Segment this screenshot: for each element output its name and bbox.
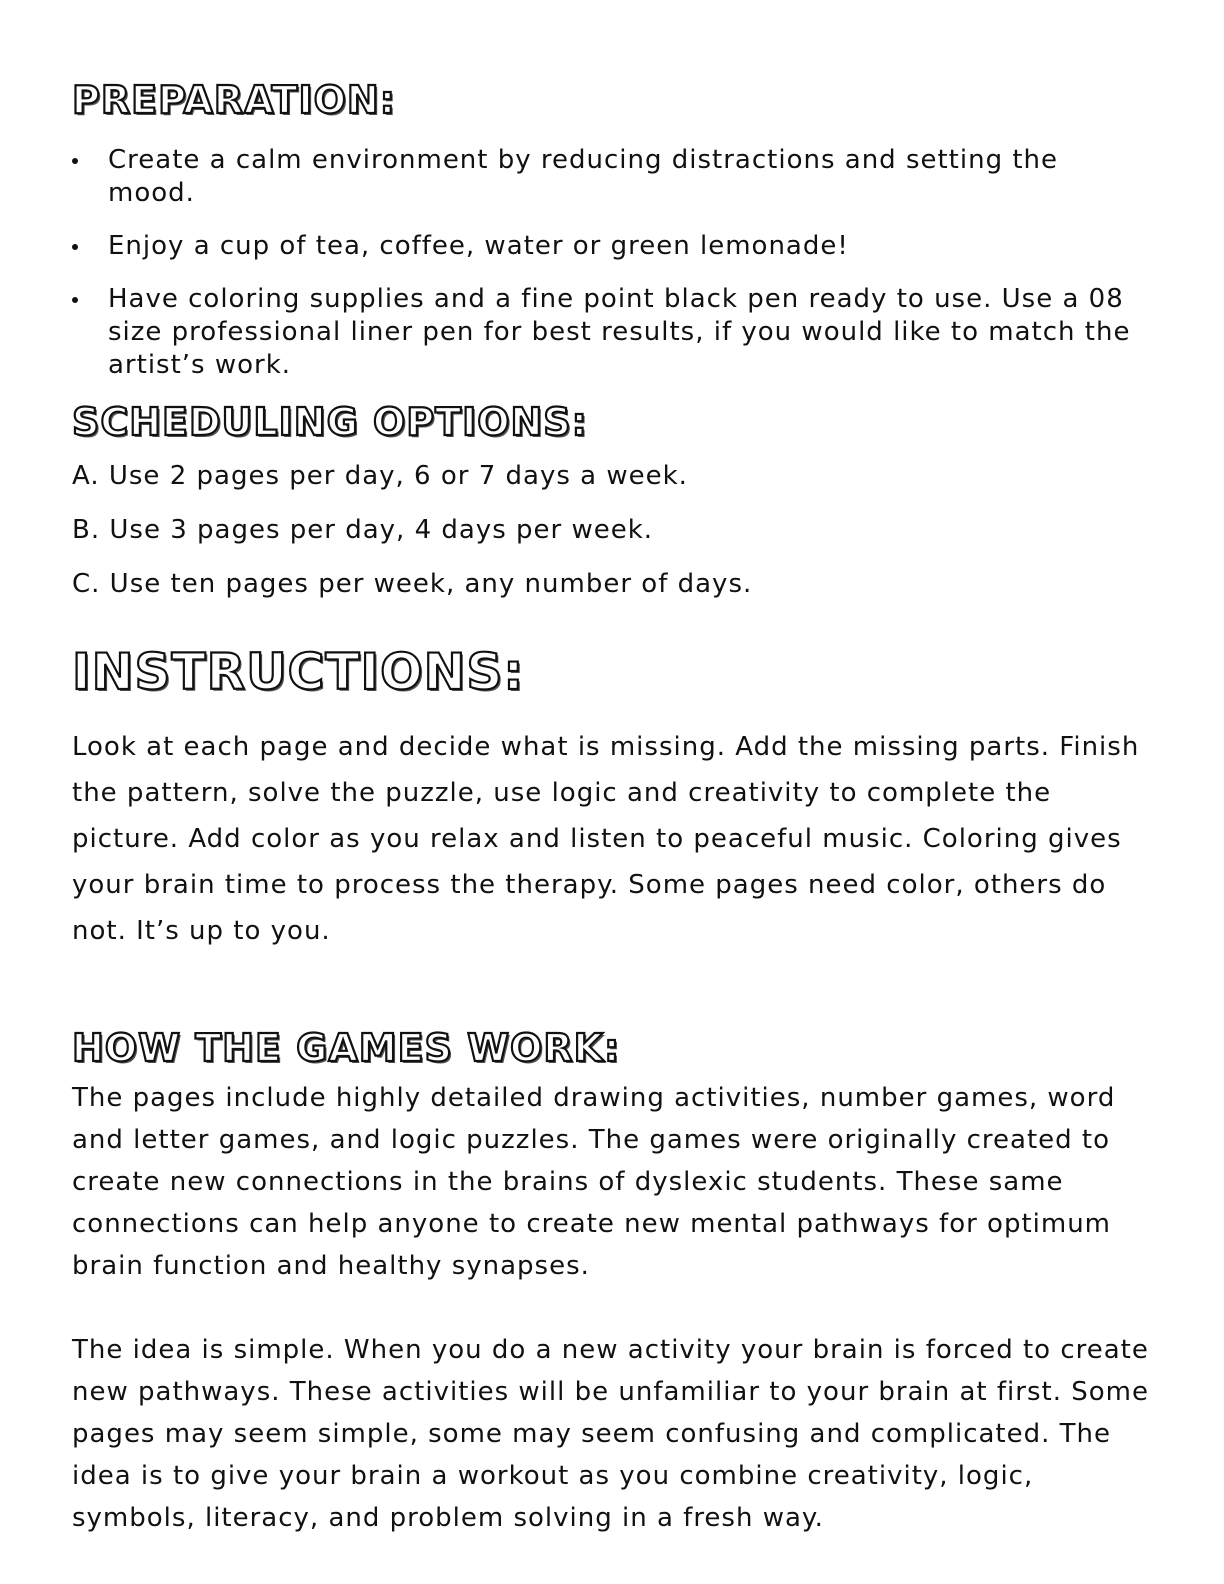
- bullet-icon: [72, 158, 78, 164]
- how-games-work-paragraph-2: The idea is simple. When you do a new activity your brain is forced to create new pathways. These activities will be unfamiliar to your brain at first. Some pages may seem simple, some may seem confusing and complicated. The idea is to give your brain a workout as you combine creativity, logic, symbols, literacy, and problem solving in a fresh way.: [72, 1335, 1149, 1534]
- document-page: [72, 70, 1152, 1539]
- schedule-option-b: B. Use 3 pages per day, 4 days per week.: [72, 514, 654, 545]
- how-games-work-heading: HOW THE GAMES WORK:: [72, 1025, 621, 1070]
- list-item-text: Have coloring supplies and a fine point black pen ready to use. Use a 08 size professional liner pen for best results, if you would like to match the artist’s work.: [108, 283, 1131, 380]
- schedule-option-a: A. Use 2 pages per day, 6 or 7 days a week.: [72, 460, 688, 491]
- list-item: [72, 230, 1152, 263]
- schedule-option-c: C. Use ten pages per week, any number of days.: [72, 568, 753, 599]
- list-item: [72, 144, 1152, 210]
- scheduling-options: [72, 460, 1152, 601]
- instructions-heading: INSTRUCTIONS:: [72, 642, 525, 701]
- list-item: [72, 283, 1152, 382]
- list-item-text: Create a calm environment by reducing distractions and setting the mood.: [108, 144, 1059, 208]
- bullet-icon: [72, 244, 78, 250]
- list-item-text: Enjoy a cup of tea, coffee, water or green lemonade!: [108, 230, 849, 261]
- bullet-icon: [72, 297, 78, 303]
- instructions-text: Look at each page and decide what is missing. Add the missing parts. Finish the pattern, solve the puzzle, use logic and creativity to complete the picture. Add color as you relax and listen to peaceful music. Coloring gives your brain time to process the therapy. Some pages need color, others do not. It’s up to you.: [72, 731, 1140, 946]
- how-games-work-paragraph-1: The pages include highly detailed drawing activities, number games, word and letter games, and logic puzzles. The games were originally created to create new connections in the brains of dyslexic students. These same connections can help anyone to create new mental pathways for optimum brain function and healthy synapses.: [72, 1083, 1116, 1282]
- preparation-list: [72, 144, 1152, 382]
- preparation-heading: PREPARATION:: [72, 78, 396, 122]
- scheduling-heading: SCHEDULING OPTIONS:: [72, 399, 588, 444]
